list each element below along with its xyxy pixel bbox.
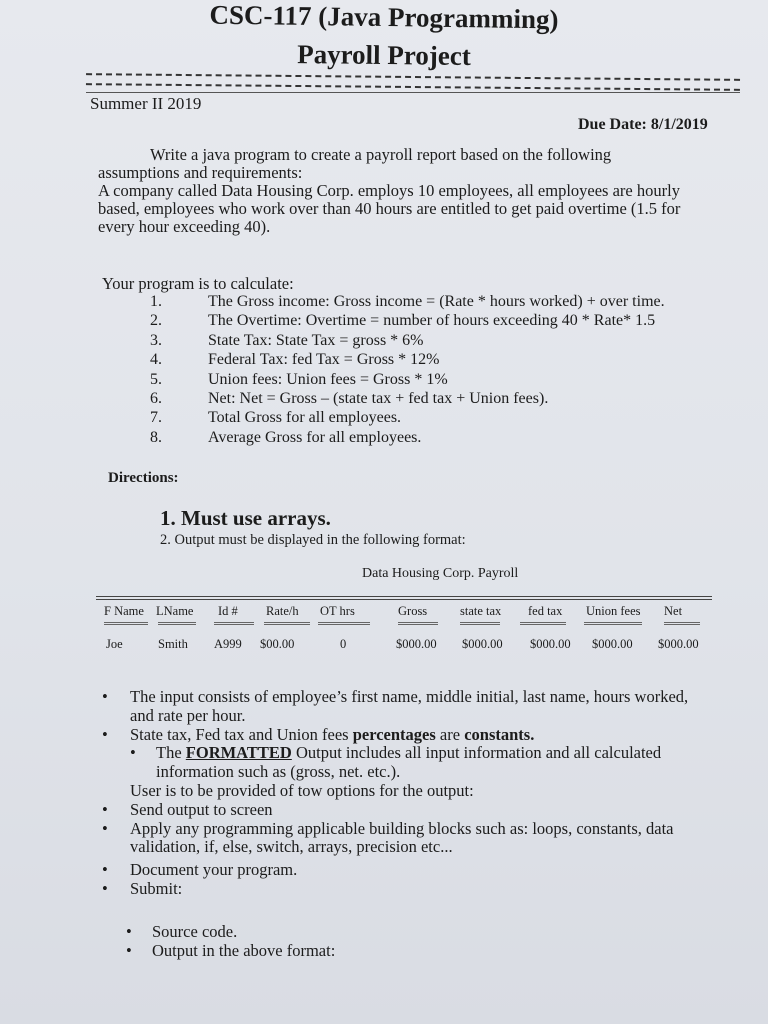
- calc-num: 8.: [150, 428, 162, 446]
- calc-text: State Tax: State Tax = gross * 6%: [208, 331, 424, 349]
- col-header-union-fees: Union fees: [586, 604, 641, 618]
- calc-num: 4.: [150, 351, 162, 369]
- report-title: Data Housing Corp. Payroll: [362, 566, 519, 581]
- bullet-constants: [98, 726, 718, 745]
- term-label: Summer II 2019: [90, 94, 202, 113]
- col-header-lname: LName: [156, 604, 194, 618]
- calc-num: 3.: [150, 331, 162, 349]
- cell-gross: $000.00: [396, 637, 437, 651]
- bold-constants: constants.: [464, 724, 535, 744]
- header-underline: [460, 622, 500, 625]
- cell-state-tax: $000.00: [462, 637, 503, 651]
- output-options-line: User is to be provided of tow options for the output:: [130, 780, 474, 800]
- bullet-text: Output includes all input information and all calculated: [291, 743, 662, 763]
- calc-text: Average Gross for all employees.: [208, 428, 422, 446]
- calc-text: Union fees: Union fees = Gross * 1%: [208, 370, 448, 388]
- calc-item: [150, 428, 665, 447]
- cell-fname: Joe: [106, 637, 123, 651]
- bullet-text: The: [156, 743, 186, 763]
- cell-union-fees: $000.00: [592, 637, 633, 651]
- calc-item: [150, 389, 665, 408]
- col-header-ot: OT hrs: [320, 604, 355, 618]
- calc-num: 1.: [150, 293, 162, 310]
- bullet-text: are: [435, 724, 465, 744]
- calc-num: 5.: [150, 370, 162, 388]
- bullet-text: Send output to screen: [130, 799, 273, 819]
- col-header-fname: F Name: [104, 604, 144, 618]
- bullet-text: Source code.: [152, 921, 238, 941]
- header-underline: [584, 622, 642, 625]
- bullet-submit: [98, 880, 718, 899]
- header-underline: [214, 622, 254, 625]
- calc-num: 6.: [150, 390, 162, 408]
- bullet-text: The input consists of employee’s first name, middle initial, last name, hours worked,: [130, 687, 689, 706]
- bullet-building-blocks: [98, 820, 718, 839]
- intro-line: assumptions and requirements:: [98, 163, 303, 182]
- direction-arrays: 1. Must use arrays.: [160, 506, 331, 530]
- calc-text: The Overtime: Overtime = number of hours exceeding 40 * Rate* 1.5: [208, 312, 656, 330]
- cell-ot: 0: [340, 637, 347, 651]
- course-title: CSC-117 (Java Programming): [209, 0, 559, 35]
- calc-text: Federal Tax: fed Tax = Gross * 12%: [208, 351, 440, 369]
- header-underline: [264, 622, 310, 625]
- calc-item: [150, 370, 665, 389]
- intro-line: every hour exceeding 40).: [98, 217, 271, 236]
- calc-item: [150, 311, 665, 330]
- bullet-continuation: validation, if, else, switch, arrays, precision etc...: [130, 837, 453, 857]
- cell-fed-tax: $000.00: [530, 637, 571, 651]
- calc-item: [150, 350, 665, 369]
- header-underline: [104, 622, 148, 625]
- bullet-text: Apply any programming applicable building blocks such as: loops, constants, data: [130, 818, 674, 838]
- bullet-text: Document your program.: [130, 860, 298, 880]
- bullet-text: Output in the above format:: [152, 940, 336, 960]
- intro-paragraph: [98, 146, 718, 236]
- col-header-fed-tax: fed tax: [528, 604, 563, 618]
- bullet-source-code: [98, 923, 718, 942]
- formatted-underlined: FORMATTED: [185, 743, 292, 763]
- intro-line: based, employees who work over than 40 hours are entitled to get paid overtime (1.5 for: [98, 199, 681, 218]
- col-header-state-tax: state tax: [460, 604, 502, 618]
- calc-intro: Your program is to calculate:: [102, 274, 294, 293]
- calc-num: 7.: [150, 409, 162, 427]
- bullet-screen: [98, 801, 718, 820]
- calc-item: [150, 292, 665, 311]
- bullet-continuation: information such as (gross, net. etc.).: [156, 762, 401, 782]
- calc-text: The Gross income: Gross income = (Rate * hours worked) + over time.: [208, 293, 665, 310]
- intro-line: Write a java program to create a payroll report based on the following: [150, 145, 612, 164]
- bullet-input: [98, 688, 718, 707]
- col-header-rate: Rate/h: [266, 604, 299, 618]
- col-header-gross: Gross: [398, 604, 428, 618]
- bullet-formatted: [98, 744, 718, 763]
- cell-lname: Smith: [158, 637, 188, 651]
- calc-list: [150, 292, 665, 447]
- requirements-list: [98, 688, 718, 960]
- header-underline: [664, 622, 700, 625]
- header-underline: [520, 622, 566, 625]
- table-top-rule: [96, 599, 712, 600]
- bold-percentages: percentages: [352, 724, 436, 744]
- header-underline: [318, 622, 370, 625]
- divider: [86, 92, 740, 93]
- bullet-text: Submit:: [130, 878, 183, 898]
- calc-text: Net: Net = Gross – (state tax + fed tax + Union fees).: [208, 390, 549, 408]
- calc-num: 2.: [150, 312, 162, 330]
- header-underline: [398, 622, 438, 625]
- cell-net: $000.00: [658, 637, 699, 651]
- calc-item: [150, 408, 665, 427]
- intro-line: A company called Data Housing Corp. employs 10 employees, all employees are hourly: [98, 181, 680, 200]
- header-underline: [158, 622, 196, 625]
- double-divider: [86, 73, 740, 91]
- calc-text: Total Gross for all employees.: [208, 409, 402, 427]
- bullet-document: [98, 861, 718, 880]
- cell-id: A999: [214, 637, 242, 651]
- col-header-net: Net: [664, 604, 683, 618]
- col-header-id: Id #: [218, 604, 238, 618]
- bullet-text: State tax, Fed tax and Union fees: [130, 724, 353, 744]
- directions-heading: Directions:: [108, 470, 179, 486]
- table-top-rule: [96, 596, 712, 597]
- project-title: Payroll Project: [297, 39, 472, 71]
- bullet-output-format: [98, 942, 718, 961]
- bullet-continuation: and rate per hour.: [130, 705, 246, 725]
- direction-format: 2. Output must be displayed in the following format:: [160, 532, 466, 548]
- cell-rate: $00.00: [260, 637, 295, 651]
- spacer: [98, 899, 718, 923]
- due-date: Due Date: 8/1/2019: [578, 116, 708, 133]
- calc-item: [150, 331, 665, 350]
